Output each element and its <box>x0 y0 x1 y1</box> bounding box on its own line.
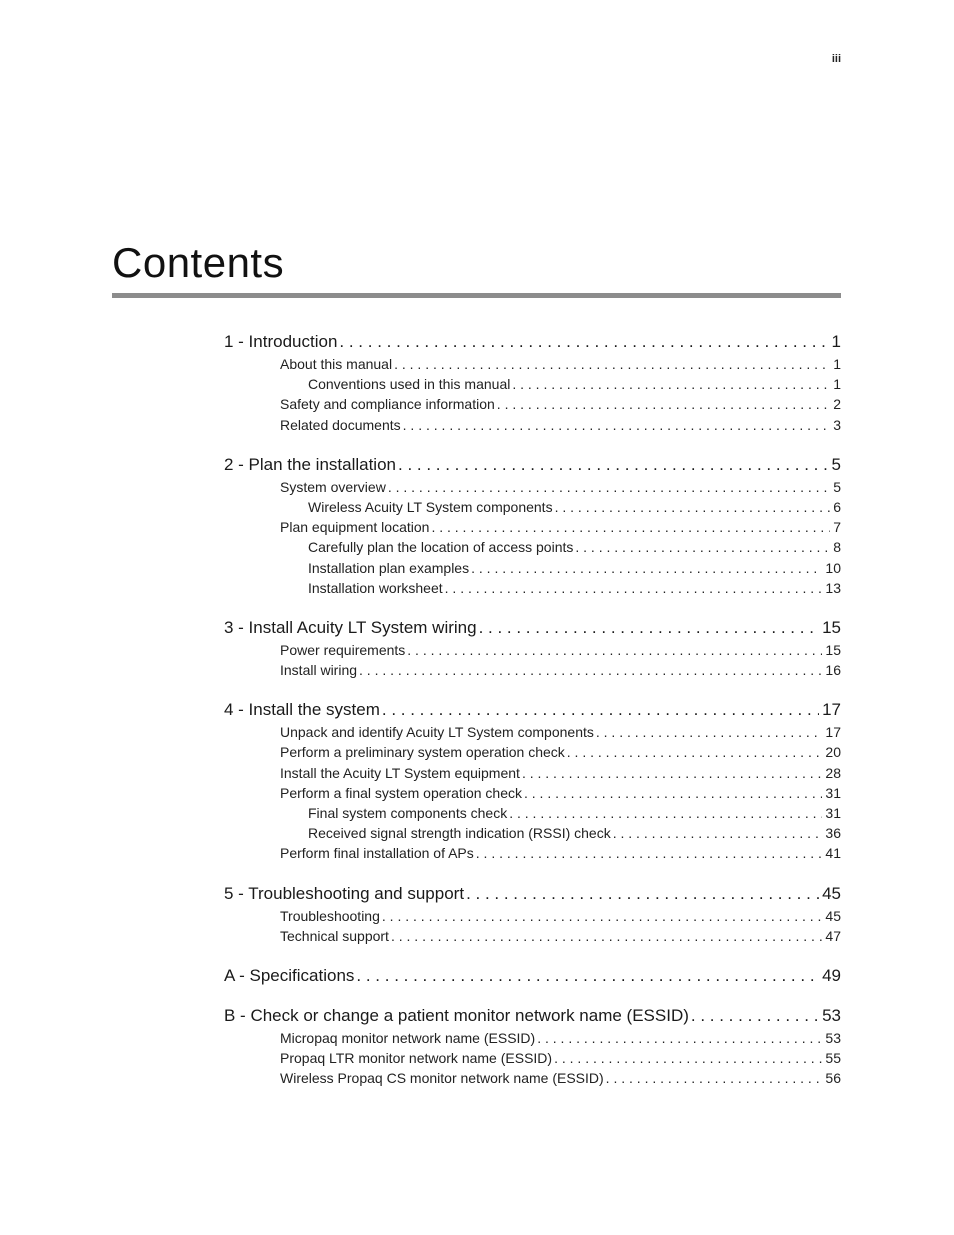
toc-entry-title: Final system components check <box>308 805 508 821</box>
toc-dot-leader <box>382 906 823 926</box>
toc-dot-leader <box>471 558 822 578</box>
toc-entry-title: Power requirements <box>280 641 406 658</box>
toc-dot-leader <box>403 415 831 435</box>
toc-dot-leader <box>524 783 822 803</box>
toc-entry-page: 20 <box>825 744 841 761</box>
toc-entry-title: B - Check or change a patient monitor network name (ESSID) <box>224 1005 689 1025</box>
toc-dot-leader <box>537 1028 822 1048</box>
toc-dot-leader <box>512 374 830 394</box>
toc-entry-page: 13 <box>825 579 841 596</box>
toc-entry-title: Technical support <box>280 927 389 944</box>
toc-entry-title: System overview <box>280 478 386 495</box>
toc-section-entry[interactable] <box>224 722 841 742</box>
title-rule <box>112 293 841 298</box>
toc-dot-leader <box>356 964 819 988</box>
toc-entry-page: 36 <box>825 825 841 842</box>
toc-section-entry[interactable] <box>224 497 841 517</box>
toc-entry-title: 3 - Install Acuity LT System wiring <box>224 617 477 637</box>
toc-section-entry[interactable] <box>224 1068 841 1088</box>
toc-chapter-entry[interactable] <box>224 964 841 988</box>
toc-section-entry[interactable] <box>224 742 841 762</box>
toc-entry-title: Wireless Propaq CS monitor network name (ESSID) <box>280 1070 604 1087</box>
toc-section-entry[interactable] <box>224 763 841 783</box>
toc-entry-page: 6 <box>833 498 841 515</box>
toc-section-entry[interactable] <box>224 394 841 414</box>
toc-entry-title: Safety and compliance information <box>280 396 495 413</box>
toc-entry-title: 1 - Introduction <box>224 332 338 351</box>
toc-entry-page: 56 <box>825 1070 841 1087</box>
toc-section-entry[interactable] <box>224 354 841 374</box>
toc-entry-page: 28 <box>825 764 841 781</box>
toc-section-entry[interactable] <box>224 1028 841 1048</box>
toc-dot-leader <box>479 616 820 640</box>
toc-entry-title: Plan equipment location <box>280 519 430 536</box>
toc-section-entry[interactable] <box>224 558 841 578</box>
toc-chapter-entry[interactable] <box>224 882 841 906</box>
toc-dot-leader <box>394 354 830 374</box>
toc-entry-title: Troubleshooting <box>280 907 380 924</box>
page-title: Contents <box>112 239 285 286</box>
toc-entry-title: Wireless Acuity LT System components <box>308 498 553 515</box>
toc-dot-leader <box>509 803 822 823</box>
toc-entry-page: 47 <box>825 927 841 944</box>
toc-dot-leader <box>691 1004 819 1028</box>
toc-dot-leader <box>359 660 822 680</box>
toc-entry-page: 17 <box>825 724 841 741</box>
toc-dot-leader <box>575 537 830 557</box>
toc-section-entry[interactable] <box>224 578 841 598</box>
toc-chapter-entry[interactable] <box>224 453 841 477</box>
toc-entry-page: 31 <box>825 784 841 801</box>
toc-dot-leader <box>388 477 830 497</box>
toc-entry-page: 45 <box>822 883 841 903</box>
toc-entry-title: Perform final installation of APs <box>280 845 474 862</box>
toc-entry-title: Installation worksheet <box>308 579 443 596</box>
toc-entry-page: 53 <box>822 1005 841 1025</box>
toc-section-entry[interactable] <box>224 926 841 946</box>
toc-section-entry[interactable] <box>224 660 841 680</box>
toc-chapter-entry[interactable] <box>224 616 841 640</box>
toc-section-entry[interactable] <box>224 537 841 557</box>
toc-entry-page: 31 <box>825 805 841 821</box>
toc-entry-page: 5 <box>831 454 841 474</box>
toc-entry-title: Conventions used in this manual <box>308 376 511 393</box>
toc-entry-title: Micropaq monitor network name (ESSID) <box>280 1029 536 1046</box>
toc-section-entry[interactable] <box>224 843 841 863</box>
toc-dot-leader <box>339 330 828 354</box>
toc-entry-page: 2 <box>833 396 841 413</box>
toc-section-entry[interactable] <box>224 415 841 435</box>
toc-dot-leader <box>445 578 823 598</box>
toc-dot-leader <box>398 453 829 477</box>
toc-section-entry[interactable] <box>224 783 841 803</box>
toc-entry-page: 55 <box>825 1050 841 1067</box>
toc-entry-title: Unpack and identify Acuity LT System components <box>280 724 594 741</box>
toc-entry-page: 17 <box>822 700 841 720</box>
toc-entry-page: 1 <box>833 376 841 393</box>
toc-entry-page: 15 <box>825 641 841 658</box>
toc-entry-title: Received signal strength indication (RSSI) check <box>308 825 611 842</box>
toc-entry-page: 7 <box>833 519 841 536</box>
toc-entry-title: Perform a preliminary system operation check <box>280 744 565 761</box>
toc-entry-title: A - Specifications <box>224 965 355 985</box>
toc-section-entry[interactable] <box>224 906 841 926</box>
toc-dot-leader <box>391 926 822 946</box>
toc-dot-leader <box>431 517 830 537</box>
toc-section-entry[interactable] <box>224 374 841 394</box>
toc-entry-title: Propaq LTR monitor network name (ESSID) <box>280 1050 553 1067</box>
toc-dot-leader <box>596 722 823 742</box>
toc-dot-leader <box>407 640 822 660</box>
toc-section-entry[interactable] <box>224 823 841 843</box>
toc-dot-leader <box>476 843 823 863</box>
toc-entry-page: 10 <box>825 559 841 576</box>
toc-entry-page: 41 <box>825 845 841 862</box>
toc-entry-title: Carefully plan the location of access points <box>308 539 574 556</box>
toc-entry-page: 45 <box>825 907 841 924</box>
toc-entry-title: Installation plan examples <box>308 559 470 576</box>
toc-entry-page: 15 <box>822 617 841 637</box>
toc-entry-page: 1 <box>833 356 841 372</box>
toc-dot-leader <box>382 698 819 722</box>
toc-dot-leader <box>497 394 830 414</box>
toc-entry-page: 3 <box>833 416 841 433</box>
toc-dot-leader <box>555 497 831 517</box>
toc-section-entry[interactable] <box>224 803 841 823</box>
toc-entry-page: 53 <box>825 1029 841 1046</box>
table-of-contents <box>224 330 841 1089</box>
toc-chapter-entry[interactable] <box>224 330 841 354</box>
toc-entry-title: About this manual <box>280 356 393 372</box>
toc-section-entry[interactable] <box>224 640 841 660</box>
toc-entry-title: 2 - Plan the installation <box>224 454 396 474</box>
toc-entry-title: 5 - Troubleshooting and support <box>224 883 465 903</box>
toc-section-entry[interactable] <box>224 477 841 497</box>
toc-entry-page: 16 <box>825 662 841 679</box>
toc-entry-title: Install wiring <box>280 662 358 679</box>
toc-section-entry[interactable] <box>224 1048 841 1068</box>
toc-dot-leader <box>466 882 819 906</box>
page-number: iii <box>831 53 841 65</box>
toc-dot-leader <box>567 742 823 762</box>
toc-dot-leader <box>613 823 823 843</box>
toc-entry-title: Install the Acuity LT System equipment <box>280 764 520 781</box>
toc-dot-leader <box>554 1048 822 1068</box>
toc-entry-title: Related documents <box>280 416 401 433</box>
toc-chapter-entry[interactable] <box>224 1004 841 1028</box>
toc-dot-leader <box>606 1068 823 1088</box>
toc-chapter-entry[interactable] <box>224 698 841 722</box>
toc-entry-page: 5 <box>833 478 841 495</box>
toc-entry-title: 4 - Install the system <box>224 700 380 720</box>
toc-entry-page: 8 <box>833 539 841 556</box>
toc-entry-title: Perform a final system operation check <box>280 784 522 801</box>
toc-dot-leader <box>522 763 822 783</box>
toc-section-entry[interactable] <box>224 517 841 537</box>
toc-entry-page: 1 <box>831 332 841 351</box>
toc-entry-page: 49 <box>822 965 841 985</box>
